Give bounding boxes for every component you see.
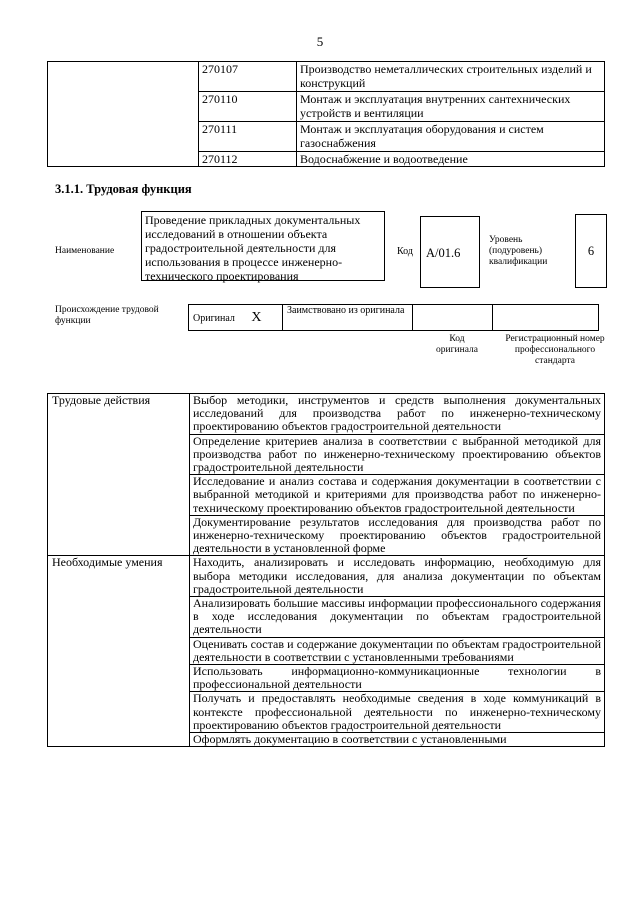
labor-action-item: Исследование и анализ состава и содержания документации в соответствии с выбранной методикой и критериями для производства работ по инженерно-техническому проектированию объектов градостроительной деятельности xyxy=(190,475,605,516)
code-label: Код xyxy=(397,246,413,257)
specialty-name: Монтаж и эксплуатация внутренних сантехнических устройств и вентиляции xyxy=(297,92,605,122)
table-row xyxy=(48,556,605,597)
page-number: 5 xyxy=(316,34,324,49)
code-original-label: Код оригинала xyxy=(436,334,478,355)
origin-original-cell xyxy=(189,305,283,331)
labor-function-table xyxy=(47,393,605,747)
specialty-code: 270112 xyxy=(199,152,297,167)
specialty-name: Водоснабжение и водоотведение xyxy=(297,152,605,167)
specialty-code: 270110 xyxy=(199,92,297,122)
labor-actions-label: Трудовые действия xyxy=(48,394,190,556)
function-code-box: А/01.6 xyxy=(420,216,480,288)
specialty-name: Монтаж и эксплуатация оборудования и систем газоснабжения xyxy=(297,122,605,152)
labor-action-item: Выбор методики, инструментов и средств выполнения документальных исследований для производства работ по инженерно-техническому проектированию объектов градостроительной деятельности xyxy=(190,394,605,435)
labor-action-item: Определение критериев анализа в соответствии с выбранной методикой для производства работ по инженерно-техническому проектированию объектов градостроительной деятельности xyxy=(190,434,605,475)
labor-action-item: Документирование результатов исследования для производства работ по инженерно-техническому проектированию объектов градостроительной деятельности в установленной форме xyxy=(190,515,605,556)
specialty-code: 270107 xyxy=(199,62,297,92)
original-mark: X xyxy=(251,309,262,325)
name-label: Наименование xyxy=(55,246,115,256)
table-row xyxy=(48,394,605,435)
table-cell-empty xyxy=(48,62,199,167)
skill-item: Использовать информационно-коммуникационные технологии в профессиональной деятельности xyxy=(190,665,605,692)
origin-table xyxy=(188,304,599,331)
skill-item: Оформлять документацию в соответствии с установленными xyxy=(190,733,605,747)
original-label: Оригинал xyxy=(193,312,235,324)
origin-label: Происхождение трудовой функции xyxy=(55,305,159,326)
skill-item: Оценивать состав и содержание документации по объектам градостроительной деятельности в соответствии с установленными требованиями xyxy=(190,637,605,664)
function-name-box: Проведение прикладных документальных исследований в отношении объекта градостроительной деятельности для использования в процессе инженерно-технического проектирования xyxy=(141,211,385,281)
origin-reg-number-cell xyxy=(493,305,599,331)
borrowed-label: Заимствовано из оригинала xyxy=(283,305,413,331)
skills-label: Необходимые умения xyxy=(48,556,190,747)
specialty-codes-table xyxy=(47,61,605,167)
specialty-name: Производство неметаллических строительных изделий и конструкций xyxy=(297,62,605,92)
skill-item: Анализировать большие массивы информации профессионального содержания в ходе исследования документации по объектам градостроительной деятельности xyxy=(190,597,605,638)
qualification-level-label: Уровень (подуровень) квалификации xyxy=(489,235,548,267)
table-row xyxy=(48,62,605,92)
section-heading: 3.1.1. Трудовая функция xyxy=(55,182,192,196)
skill-item: Находить, анализировать и исследовать информацию, необходимую для выбора методики исследования, для анализа документации по объектам градостроительной деятельности xyxy=(190,556,605,597)
qualification-level-box: 6 xyxy=(575,214,607,288)
skill-item: Получать и предоставлять необходимые сведения в ходе коммуникаций в контексте профессиональной деятельности по инженерно-техническому проектированию объектов градостроительной деятельности xyxy=(190,692,605,733)
origin-code-cell xyxy=(413,305,493,331)
table-row xyxy=(189,305,599,331)
reg-number-label: Регистрационный номер профессионального стандарта xyxy=(505,334,605,366)
specialty-code: 270111 xyxy=(199,122,297,152)
